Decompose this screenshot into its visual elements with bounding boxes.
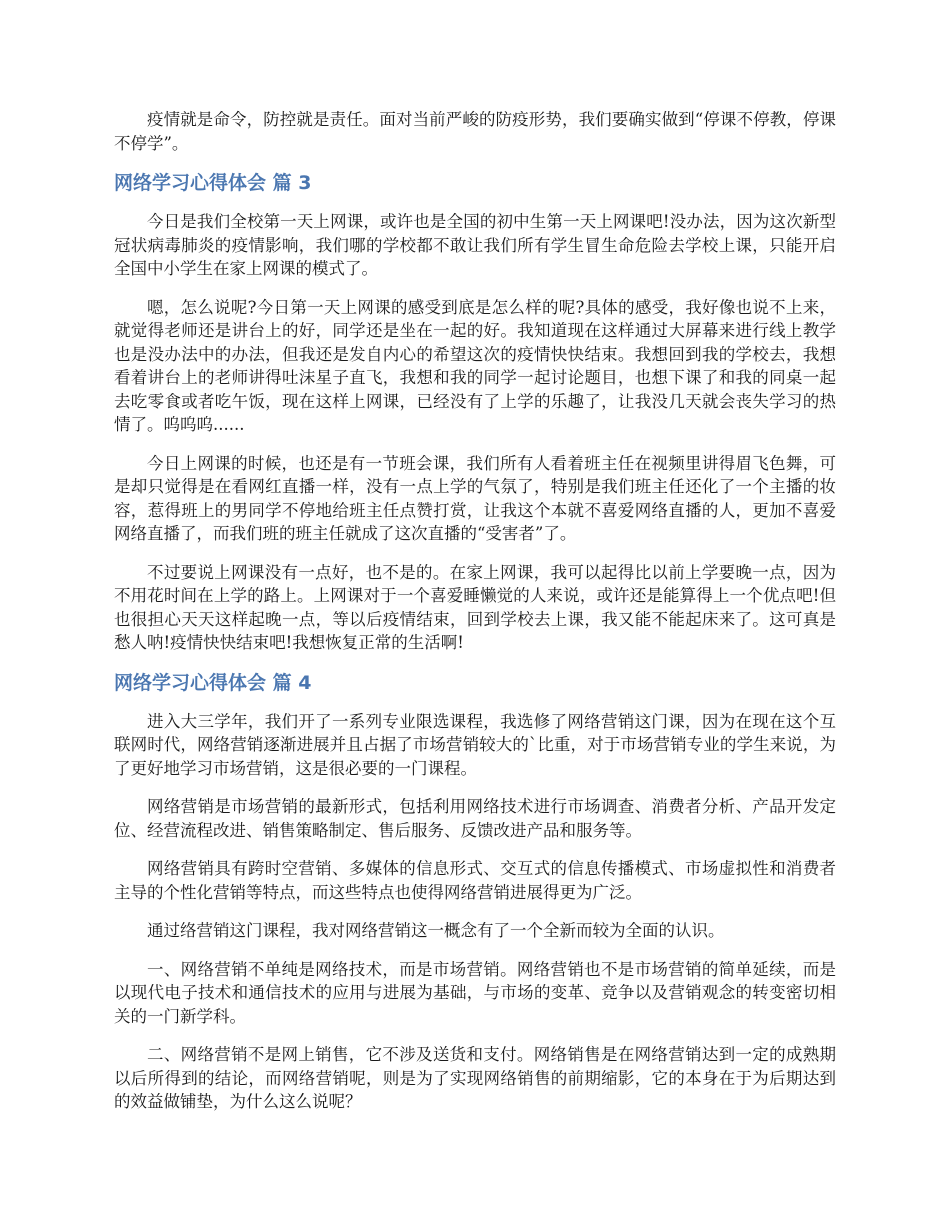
section-3-heading: 网络学习心得体会 篇 3 — [114, 172, 312, 194]
section-3-paragraph-2: 嗯，怎么说呢?今日第一天上网课的感受到底是怎么样的呢?具体的感受，我好像也说不上来，就觉得老师还是讲台上的好，同学还是坐在一起的好。我知道现在这样通过大屏幕来进行线上教学也是没办法中的办法，但我还是发自内心的希望这次的疫情快快结束。我想回到我的学校去，我想看着讲台上的老师讲得吐沫星子直飞，我想和我的同学一起讨论题目，也想下课了和我的同桌一起去吃零食或者吃午饭，现在这样上网课，已经没有了上学的乐趣了，让我没几天就会丧失学习的热情了。呜呜呜...... — [114, 297, 836, 434]
section-3-paragraph-4: 不过要说上网课没有一点好，也不是的。在家上网课，我可以起得比以前上学要晚一点，因为不用花时间在上学的路上。上网课对于一个喜爱睡懒觉的人来说，或许还是能算得上一个优点吧!但也很担心天天这样起晚一点，等以后疫情结束，回到学校去上课，我又能不能起床来了。这可真是愁人呐!疫情快快结束吧!我想恢复正常的生活啊! — [114, 562, 836, 652]
section-4-paragraph-5: 一、网络营销不单纯是网络技术，而是市场营销。网络营销也不是市场营销的简单延续，而是以现代电子技术和通信技术的应用与进展为基础，与市场的变革、竞争以及营销观念的转变密切相关的一门新学科。 — [114, 959, 836, 1026]
document-page — [114, 108, 836, 1129]
intro-paragraph: 疫情就是命令，防控就是责任。面对当前严峻的防疫形势，我们要确实做到“停课不停教，停课不停学”。 — [114, 110, 836, 153]
section-4-paragraph-1: 进入大三学年，我们开了一系列专业限选课程，我选修了网络营销这门课，因为在现在这个互联网时代，网络营销逐渐进展并且占据了市场营销较大的`比重，对于市场营销专业的学生来说，为了更好地学习市场营销，这是很必要的一门课程。 — [114, 711, 836, 778]
section-4-paragraph-2: 网络营销是市场营销的最新形式，包括利用网络技术进行市场调查、消费者分析、产品开发定位、经营流程改进、销售策略制定、售后服务、反馈改进产品和服务等。 — [114, 797, 836, 840]
section-4-heading: 网络学习心得体会 篇 4 — [114, 671, 312, 694]
section-4-paragraph-4: 通过络营销这门课程，我对网络营销这一概念有了一个全新而较为全面的认识。 — [147, 921, 725, 940]
section-3-paragraph-1: 今日是我们全校第一天上网课，或许也是全国的初中生第一天上网课吧!没办法，因为这次新型冠状病毒肺炎的疫情影响，我们哪的学校都不敢让我们所有学生冒生命危险去学校上课，只能开启全国中小学生在家上网课的模式了。 — [114, 212, 836, 278]
section-3-paragraph-3: 今日上网课的时候，也还是有一节班会课，我们所有人看着班主任在视频里讲得眉飞色舞，可是却只觉得是在看网红直播一样，没有一点上学的气氛了，特别是我们班主任还化了一个主播的妆容，惹得班上的男同学不停地给班主任点赞打赏，让我这个本就不喜爱网络直播的人，更加不喜爱网络直播了，而我们班的班主任就成了这次直播的“受害者”了。 — [114, 453, 836, 543]
section-4-paragraph-3: 网络营销具有跨时空营销、多媒体的信息形式、交互式的信息传播模式、市场虚拟性和消费者主导的个性化营销等特点，而这些特点也使得网络营销进展得更为广泛。 — [114, 859, 836, 902]
section-4-paragraph-6: 二、网络营销不是网上销售，它不涉及送货和支付。网络销售是在网络营销达到一定的成熟期以后所得到的结论，而网络营销呢，则是为了实现网络销售的前期缩影，它的本身在于为后期达到的效益做铺垫，为什么这么说呢？ — [114, 1045, 836, 1111]
